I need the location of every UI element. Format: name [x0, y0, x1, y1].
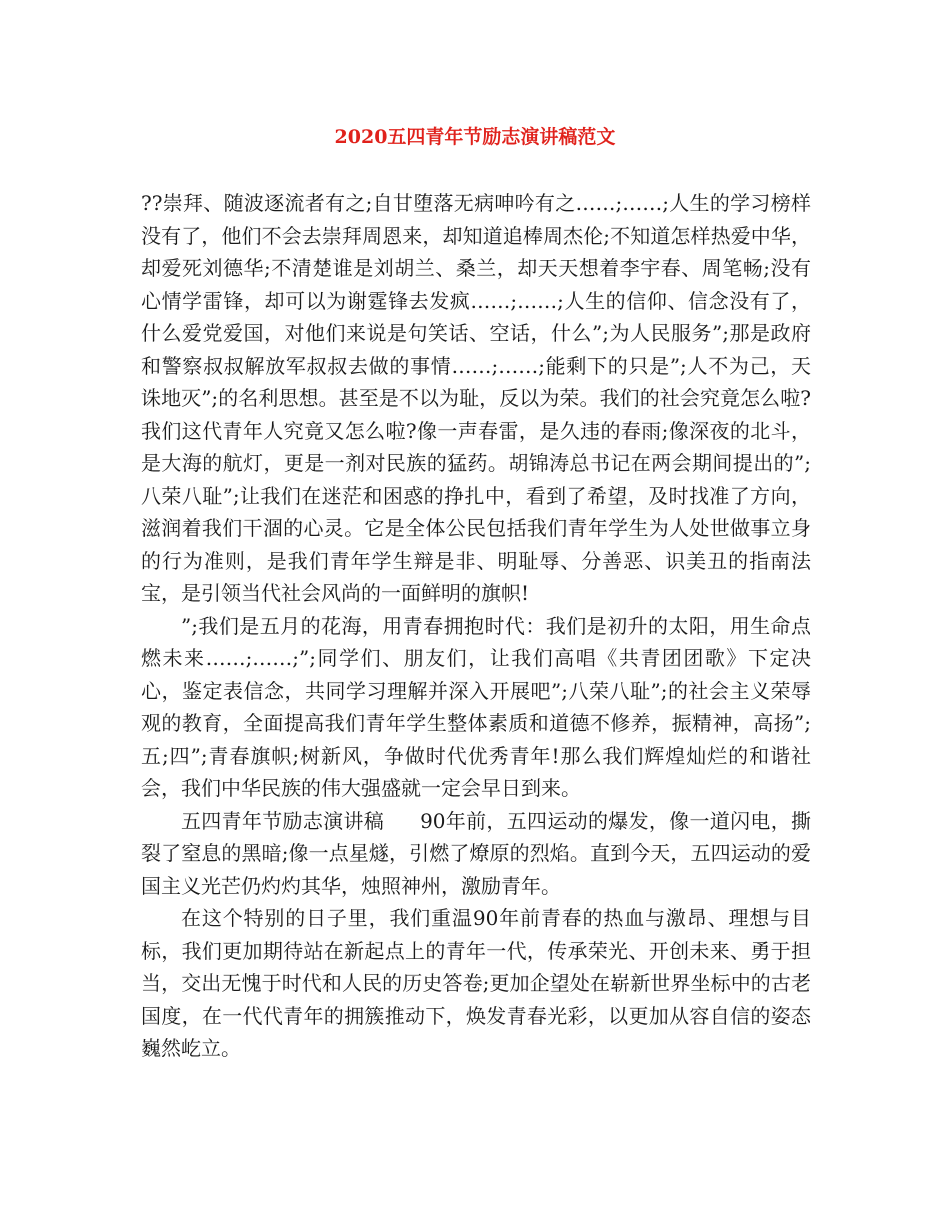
paragraph-1: ??崇拜、随波逐流者有之;自甘堕落无病呻吟有之……;……;人生的学习榜样没有了，他们不会去崇拜周恩来，却知道追棒周杰伦;不知道怎样热爱中华，却爱死刘德华;不清楚谁是刘胡兰、桑兰，却天天想着李宇春、周笔畅;没有心情学雷锋，却可以为谢霆锋去发疯……;……;人生的信仰、信念没有了，什么爱党爱国，对他们来说是句笑话、空话，什么”;为人民服务”;那是政府和警察叔叔解放军叔叔去做的事情……;……;能剩下的只是”;人不为己，天诛地灭”;的名利思想。甚至是不以为耻，反以为荣。我们的社会究竟怎么啦?我们这代青年人究竟又怎么啦?像一声春雷，是久违的春雨;像深夜的北斗，是大海的航灯，更是一剂对民族的猛药。胡锦涛总书记在两会期间提出的”;八荣八耻”;让我们在迷茫和困惑的挣扎中，看到了希望，及时找准了方向，滋润着我们干涸的心灵。它是全体公民包括我们青年学生为人处世做事立身的行为准则，是我们青年学生辩是非、明耻辱、分善恶、识美丑的指南法宝，是引领当代社会风尚的一面鲜明的旗帜!	[141, 191, 811, 605]
paragraph-2: ”;我们是五月的花海，用青春拥抱时代：我们是初升的太阳，用生命点燃未来……;……;”;同学们、朋友们，让我们高唱《共青团团歌》下定决心，鉴定表信念，共同学习理解并深入开展吧”;八荣八耻”;的社会主义荣辱观的教育，全面提高我们青年学生整体素质和道德不修养，振精神，高扬”;五;四”;青春旗帜;树新风，争做时代优秀青年!那么我们辉煌灿烂的和谐社会，我们中华民族的伟大强盛就一定会早日到来。	[141, 613, 811, 800]
document-title: 2020五四青年节励志演讲稿范文	[334, 126, 616, 148]
paragraph-3	[141, 805, 811, 903]
paragraph-3-text: 90年前，五四运动的爆发，像一道闪电，撕裂了窒息的黑暗;像一点星燧，引燃了燎原的烈焰。直到今天，五四运动的爱国主义光芒仍灼灼其华，烛照神州，激励青年。	[141, 808, 812, 898]
paragraph-4: 在这个特别的日子里，我们重温90年前青春的热血与激昂、理想与目标，我们更加期待站在新起点上的青年一代，传承荣光、开创未来、勇于担当，交出无愧于时代和人民的历史答卷;更加企望处在崭新世界坐标中的古老国度，在一代代青年的拥簇推动下，焕发青春光彩，以更加从容自信的姿态巍然屹立。	[141, 906, 811, 1060]
document-body	[141, 187, 811, 1065]
paragraph-3-lead: 五四青年节励志演讲稿	[181, 808, 385, 833]
